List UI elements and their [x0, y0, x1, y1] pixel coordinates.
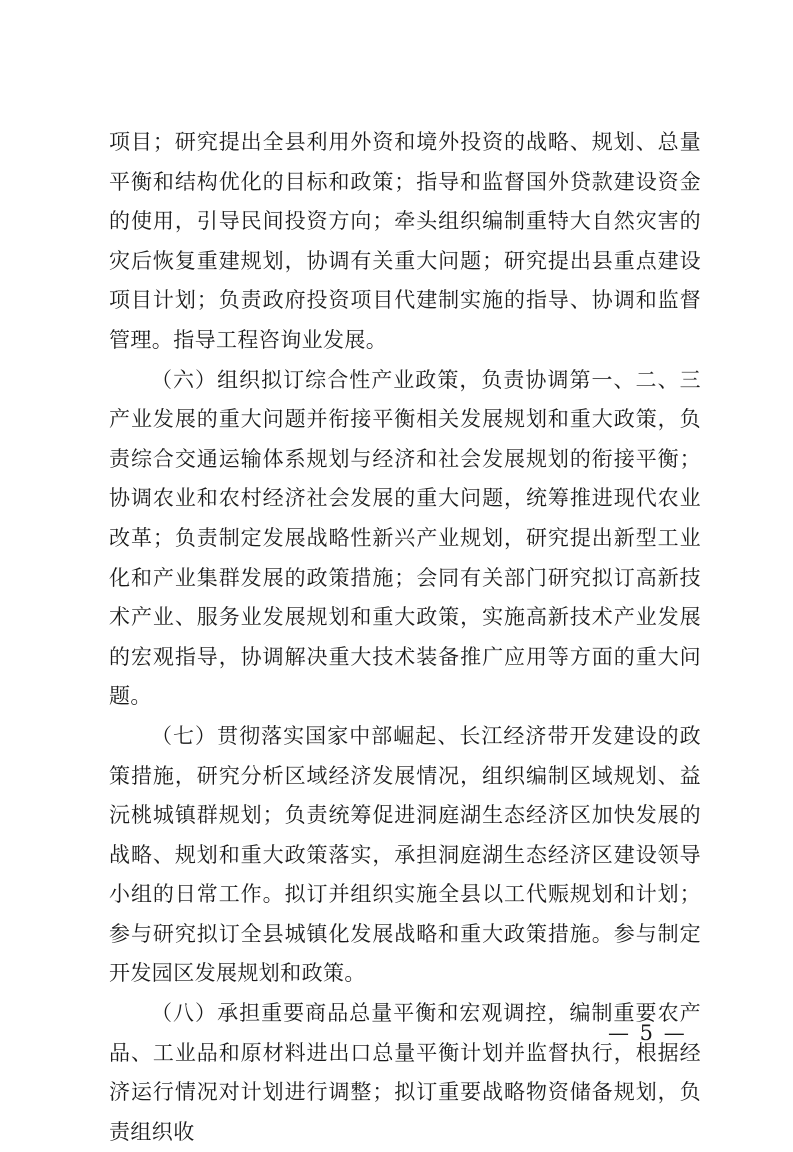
paragraph-item-8: （八）承担重要商品总量平衡和宏观调控，编制重要农产品、工业品和原材料进出口总量平衡计划并监督执行，根据经济运行情况对计划进行调整；拟订重要战略物资储备规划，负责组织收: [109, 1001, 701, 1144]
paragraph-item-7: （七）贯彻落实国家中部崛起、长江经济带开发建设的政策措施，研究分析区域经济发展情况，组织编制区域规划、益沅桃城镇群规划；负责统筹促进洞庭湖生态经济区加快发展的战略、规划和重大政策落实，承担洞庭湖生态经济区建设领导小组的日常工作。拟订并组织实施全县以工代赈规划和计划；参与研究拟订全县城镇化发展战略和重大政策措施。参与制定开发园区发展规划和政策。: [109, 723, 701, 986]
paragraph-item-6: （六）组织拟订综合性产业政策，负责协调第一、二、三产业发展的重大问题并衔接平衡相关发展规划和重大政策，负责综合交通运输体系规划与经济和社会发展规划的衔接平衡；协调农业和农村经济社会发展的重大问题，统筹推进现代农业改革；负责制定发展战略性新兴产业规划，研究提出新型工业化和产业集群发展的政策措施；会同有关部门研究拟订高新技术产业、服务业发展规划和重大政策，实施高新技术产业发展的宏观指导，协调解决重大技术装备推广应用等方面的重大问题。: [109, 367, 701, 709]
page-number: — 5 —: [608, 1021, 687, 1045]
paragraph-continuation: 项目；研究提出全县利用外资和境外投资的战略、规划、总量平衡和结构优化的目标和政策；指导和监督国外贷款建设资金的使用，引导民间投资方向；牵头组织编制重特大自然灾害的灾后恢复重建规划，协调有关重大问题；研究提出县重点建设项目计划；负责政府投资项目代建制实施的指导、协调和监督管理。指导工程咨询业发展。: [109, 130, 701, 352]
document-body: [109, 123, 701, 1152]
